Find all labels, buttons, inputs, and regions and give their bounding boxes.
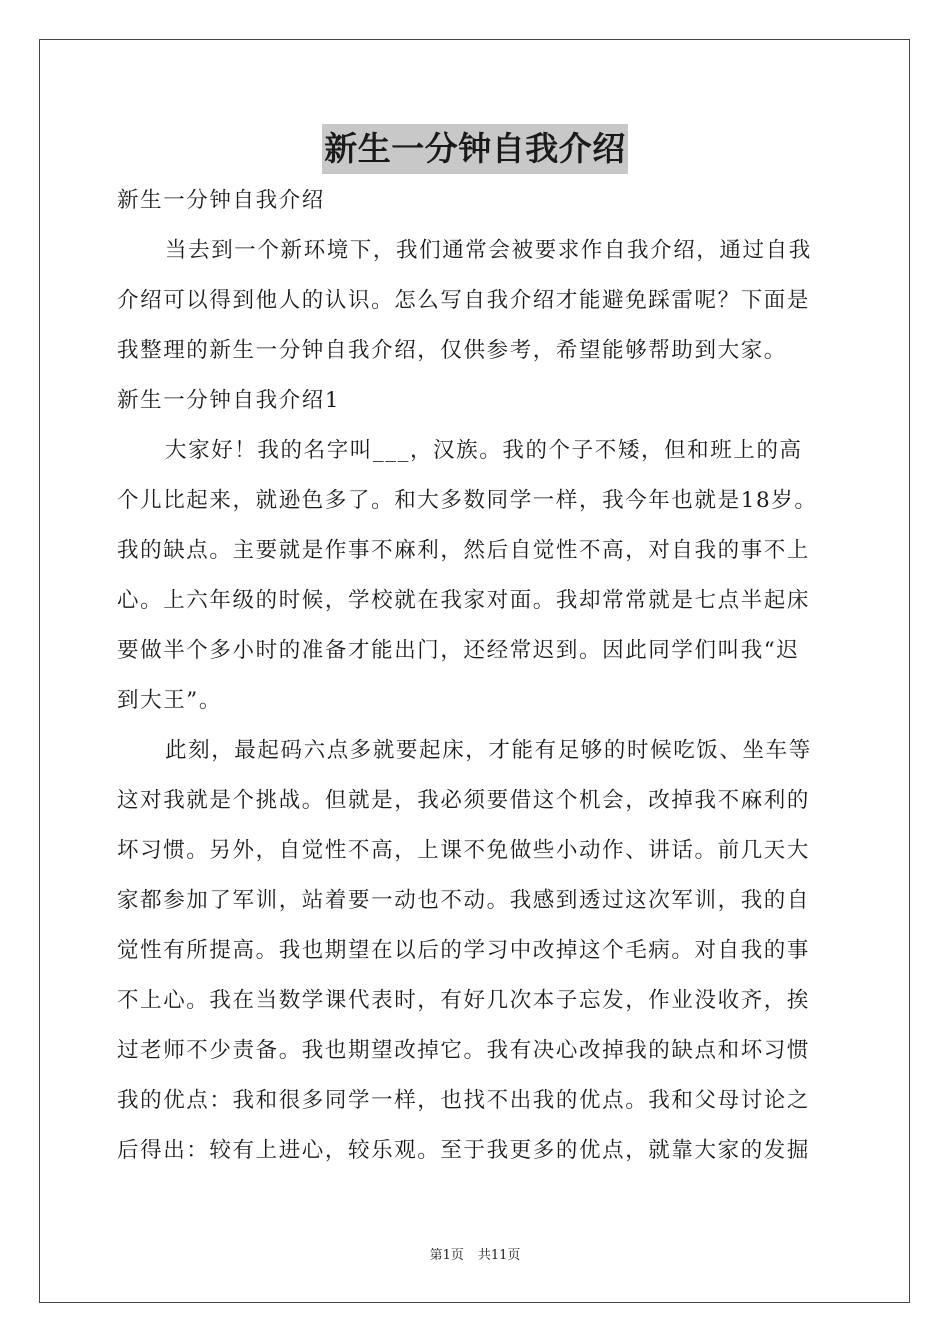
paragraph-line: 个儿比起来，就逊色多了。和大多数同学一样，我今年也就是18岁。 (117, 488, 818, 513)
paragraph-line: 后得出：较有上进心，较乐观。至于我更多的优点，就靠大家的发掘 (117, 1138, 811, 1163)
section-heading: 新生一分钟自我介绍1 (117, 388, 341, 413)
subheading: 新生一分钟自我介绍 (117, 188, 325, 213)
page-number: 第1页 (429, 1248, 464, 1263)
paragraph-line: 我的缺点。主要就是作事不麻利，然后自觉性不高，对自我的事不上 (117, 538, 811, 563)
document-title: 新生一分钟自我介绍 (322, 124, 628, 174)
page-footer (0, 1246, 950, 1266)
paragraph-line: 心。上六年级的时候，学校就在我家对面。我却常常就是七点半起床 (117, 588, 811, 613)
paragraph-line: 大家好！我的名字叫___，汉族。我的个子不矮，但和班上的高 (165, 438, 803, 463)
paragraph-line: 这对我就是个挑战。但就是，我必须要借这个机会，改掉我不麻利的 (117, 788, 811, 813)
paragraph-line: 此刻，最起码六点多就要起床，才能有足够的时候吃饭、坐车等 (165, 738, 812, 763)
document-body (117, 176, 837, 1176)
paragraph-line: 觉性有所提高。我也期望在以后的学习中改掉这个毛病。对自我的事 (117, 938, 811, 963)
paragraph-line: 介绍可以得到他人的认识。怎么写自我介绍才能避免踩雷呢？下面是 (117, 288, 811, 313)
paragraph-line: 我的优点：我和很多同学一样，也找不出我的优点。我和父母讨论之 (117, 1088, 811, 1113)
paragraph-line: 过老师不少责备。我也期望改掉它。我有决心改掉我的缺点和坏习惯 (117, 1038, 811, 1063)
title-container (0, 124, 950, 174)
paragraph-line: 坏习惯。另外，自觉性不高，上课不免做些小动作、讲话。前几天大 (117, 838, 811, 863)
paragraph-line: 到大王”。 (117, 688, 222, 713)
paragraph-line: 当去到一个新环境下，我们通常会被要求作自我介绍，通过自我 (165, 238, 812, 263)
paragraph-line: 不上心。我在当数学课代表时，有好几次本子忘发，作业没收齐，挨 (117, 988, 811, 1013)
paragraph-line: 家都参加了军训，站着要一动也不动。我感到透过这次军训，我的自 (117, 888, 811, 913)
page-total: 共11页 (477, 1248, 521, 1263)
paragraph-line: 要做半个多小时的准备才能出门，还经常迟到。因此同学们叫我“迟 (117, 638, 800, 663)
paragraph-line: 我整理的新生一分钟自我介绍，仅供参考，希望能够帮助到大家。 (117, 338, 787, 363)
